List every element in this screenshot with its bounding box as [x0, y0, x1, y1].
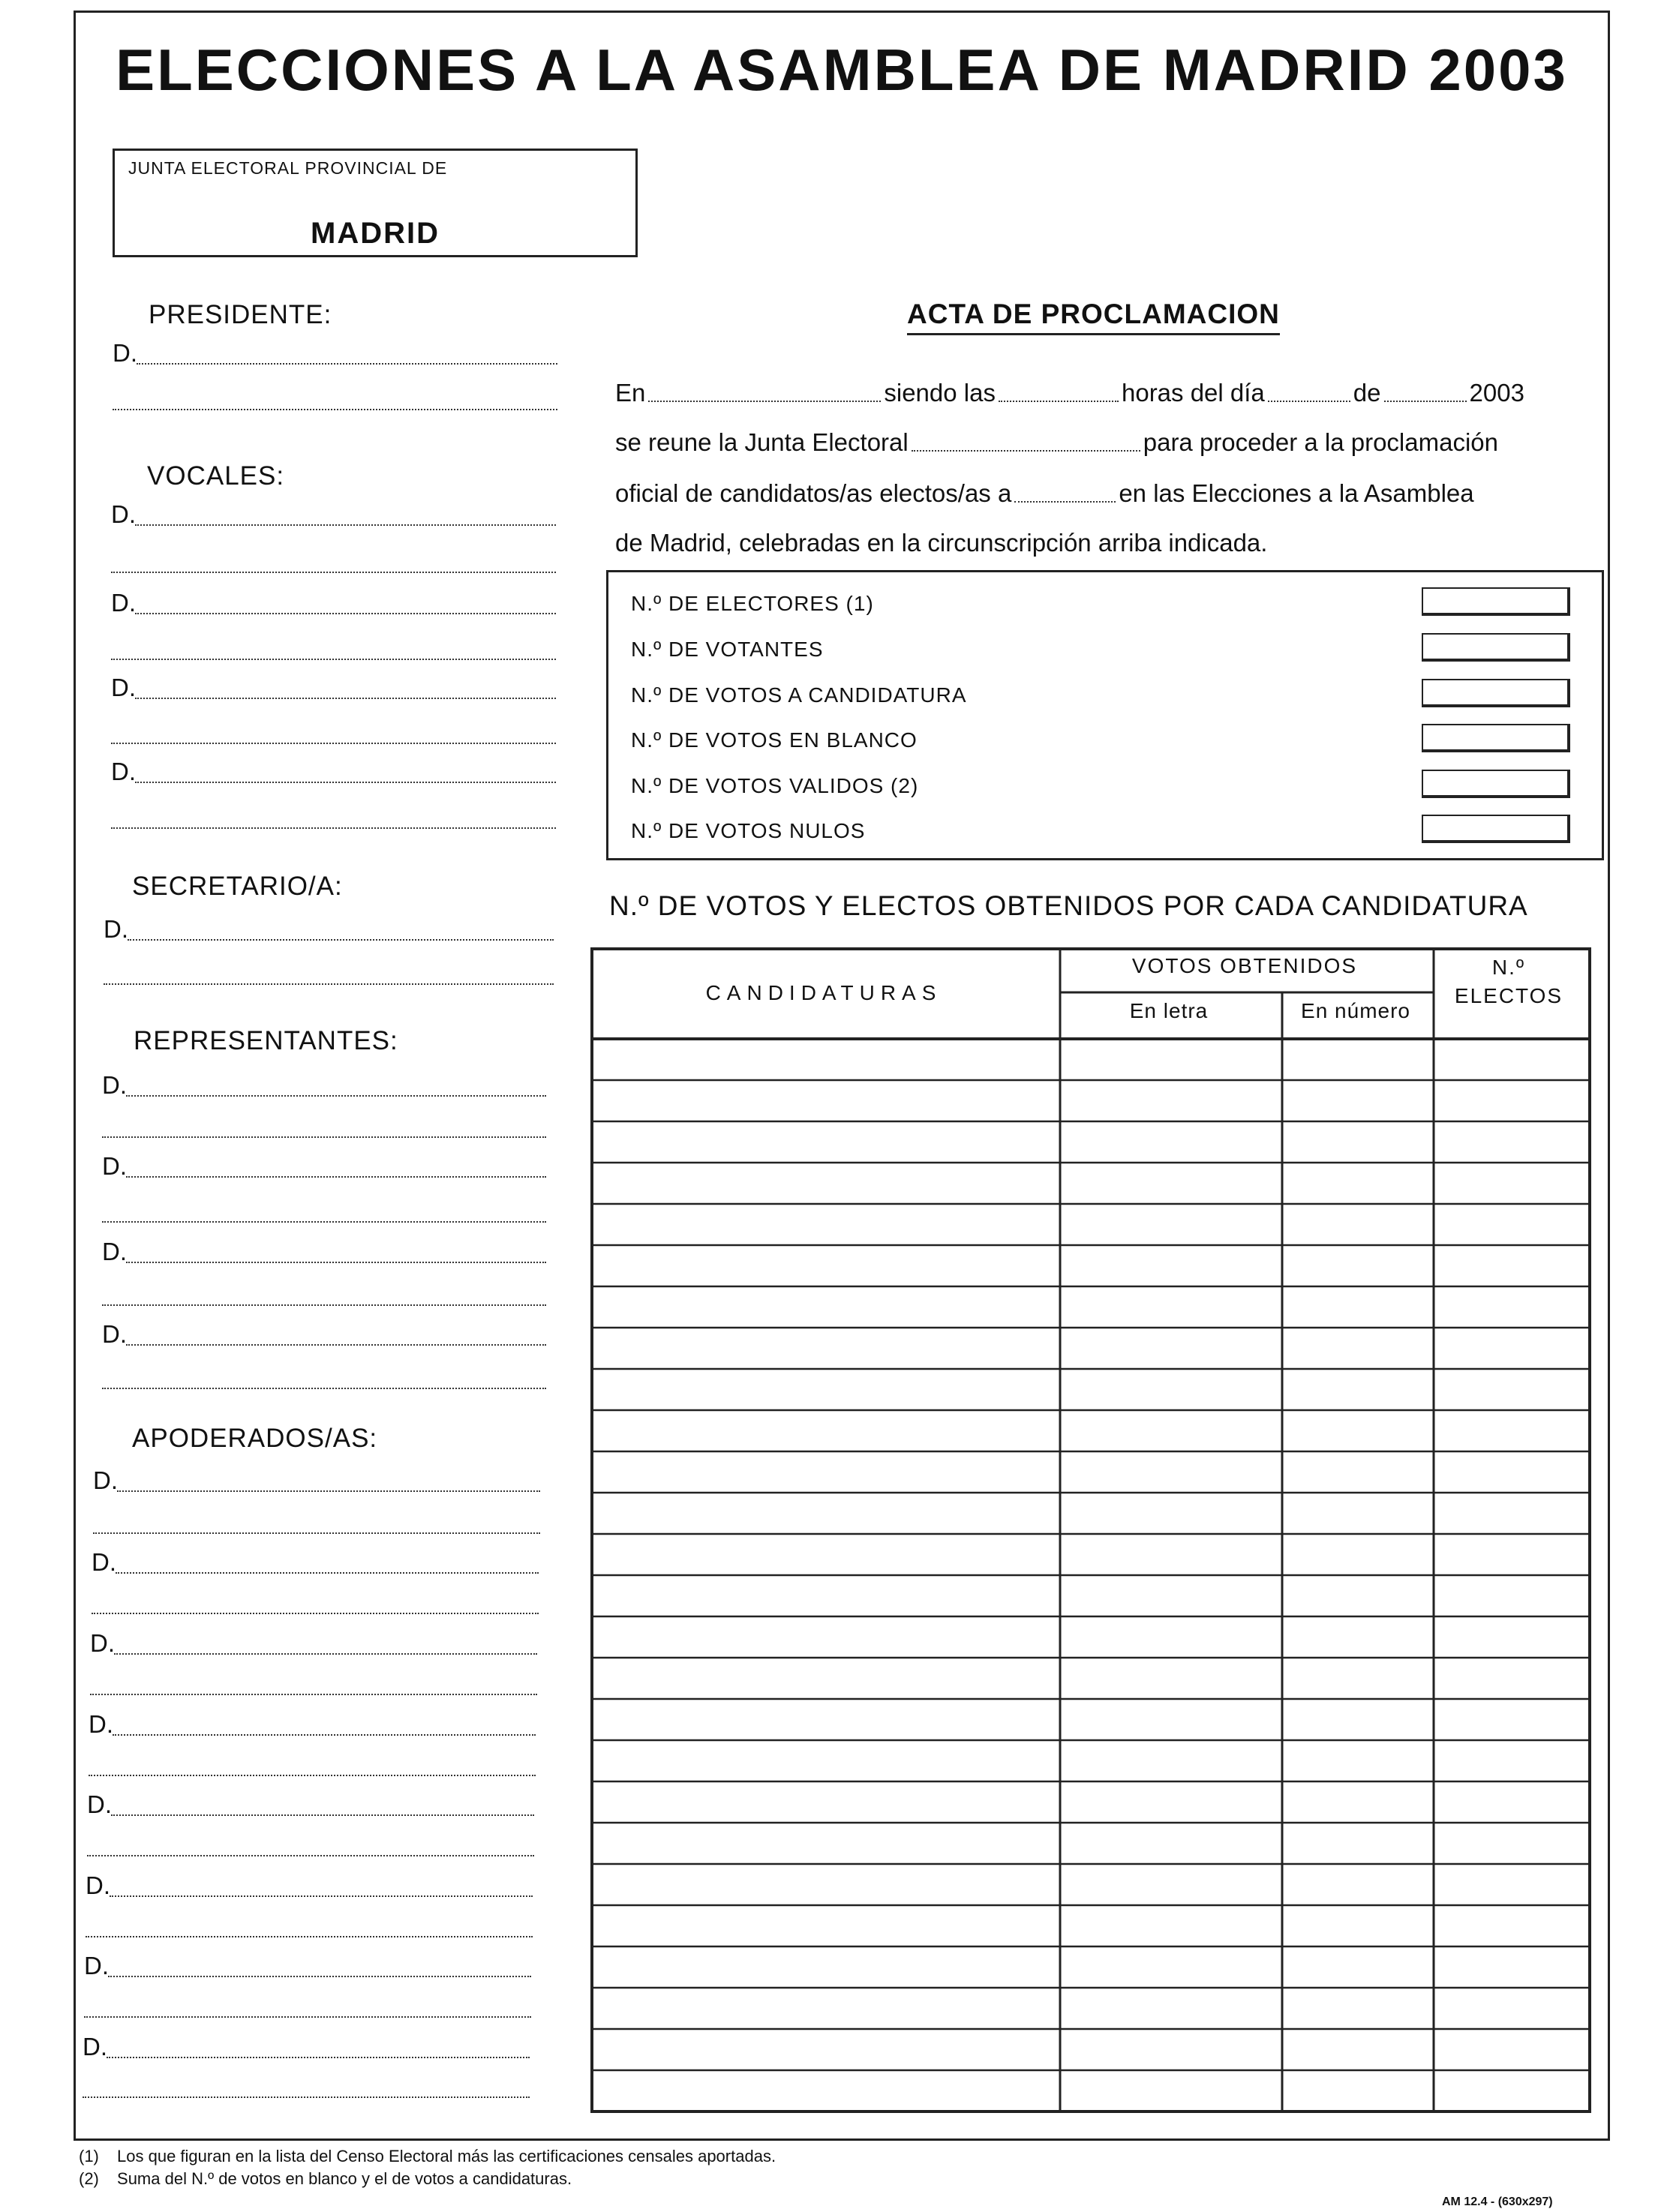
d-prefix: D.: [111, 758, 136, 785]
d-prefix: D.: [102, 1238, 127, 1265]
footnote-1-number: (1): [79, 2147, 99, 2165]
footnote-1-text: Los que figuran en la lista del Censo Electoral más las certificaciones censales aportadas.: [117, 2147, 776, 2165]
continuation-line[interactable]: [83, 2096, 530, 2098]
stat-label: N.º DE VOTOS VALIDOS (2): [631, 774, 919, 797]
d-prefix: D.: [111, 674, 136, 701]
votos-blanco-input[interactable]: [1422, 724, 1570, 752]
continuation-line[interactable]: [111, 572, 556, 573]
continuation-line[interactable]: [93, 1532, 540, 1534]
stat-row-votos-candidatura: [631, 679, 1579, 709]
junta-value: MADRID: [311, 217, 440, 250]
continuation-line[interactable]: [111, 827, 556, 829]
results-table-grid: [590, 947, 1592, 2114]
continuation-line[interactable]: [104, 983, 554, 985]
d-prefix: D.: [84, 1952, 109, 1979]
day-field[interactable]: [1268, 401, 1350, 402]
footnote-1: [79, 2147, 776, 2166]
d-prefix: D.: [90, 1629, 115, 1657]
continuation-line[interactable]: [102, 1136, 546, 1138]
acta-en: En: [615, 379, 646, 407]
continuation-line[interactable]: [113, 409, 557, 410]
stat-row-votantes: [631, 633, 1579, 663]
continuation-line[interactable]: [111, 659, 556, 660]
d-prefix: D.: [113, 339, 137, 367]
d-prefix: D.: [86, 1871, 110, 1899]
votantes-input[interactable]: [1422, 633, 1570, 662]
votos-candidatura-input[interactable]: [1422, 679, 1570, 707]
results-title: N.º DE VOTOS Y ELECTOS OBTENIDOS POR CADA CANDIDATURA: [609, 890, 1528, 921]
acta-line2-start: se reune la Junta Electoral: [615, 428, 909, 456]
col-en-letra: En letra: [1129, 999, 1209, 1022]
representante-name-line[interactable]: [102, 1071, 546, 1101]
acta-line-1: [615, 375, 1613, 411]
place-field[interactable]: [648, 401, 881, 402]
votos-nulos-input[interactable]: [1422, 815, 1570, 843]
d-prefix: D.: [83, 2033, 107, 2060]
continuation-line[interactable]: [90, 1694, 537, 1695]
continuation-line[interactable]: [102, 1304, 546, 1306]
d-prefix: D.: [102, 1320, 127, 1348]
acta-year: 2003: [1469, 379, 1524, 407]
vocal-name-line[interactable]: [111, 674, 556, 704]
stat-row-votos-validos: [631, 770, 1579, 800]
d-prefix: D.: [102, 1071, 127, 1099]
continuation-line[interactable]: [84, 2016, 531, 2018]
acta-line-3: [615, 476, 1613, 512]
presidente-name-line[interactable]: [113, 339, 557, 369]
vocal-name-line[interactable]: [111, 758, 556, 788]
footnote-2: [79, 2169, 572, 2189]
acta-de: de: [1353, 379, 1381, 407]
apoderado-name-line[interactable]: [83, 2033, 530, 2063]
footnote-2-number: (2): [79, 2169, 99, 2188]
heading-secretario: SECRETARIO/A:: [132, 872, 343, 901]
acta-horas: horas del día: [1121, 379, 1265, 407]
continuation-line[interactable]: [87, 1855, 534, 1856]
apoderado-name-line[interactable]: [84, 1952, 531, 1982]
junta-electoral-field[interactable]: [912, 450, 1140, 452]
footnote-2-text: Suma del N.º de votos en blanco y el de votos a candidaturas.: [117, 2169, 572, 2188]
electores-input[interactable]: [1422, 587, 1570, 616]
results-table: [590, 947, 1592, 2114]
apoderado-name-line[interactable]: [92, 1548, 539, 1578]
acta-line2-end: para proceder a la proclamación: [1143, 428, 1498, 456]
acta-title: ACTA DE PROCLAMACION: [907, 299, 1280, 335]
acta-line-2: [615, 425, 1613, 461]
d-prefix: D.: [93, 1466, 118, 1494]
acta-line-4: de Madrid, celebradas en la circunscripción arriba indicada.: [615, 529, 1268, 557]
d-prefix: D.: [104, 915, 128, 943]
d-prefix: D.: [89, 1710, 113, 1738]
col-votos-obtenidos: VOTOS OBTENIDOS: [1131, 954, 1358, 977]
representante-name-line[interactable]: [102, 1238, 546, 1268]
stat-label: N.º DE VOTOS A CANDIDATURA: [631, 683, 967, 707]
stat-label: N.º DE VOTOS NULOS: [631, 819, 866, 842]
continuation-line[interactable]: [102, 1388, 546, 1389]
continuation-line[interactable]: [89, 1775, 536, 1776]
acta-siendo: siendo las: [884, 379, 996, 407]
month-field[interactable]: [1384, 401, 1467, 402]
representante-name-line[interactable]: [102, 1152, 546, 1182]
secretario-name-line[interactable]: [104, 915, 554, 945]
hour-field[interactable]: [999, 401, 1119, 402]
acta-line3-end: en las Elecciones a la Asamblea: [1119, 479, 1474, 507]
votos-validos-input[interactable]: [1422, 770, 1570, 798]
page-title: ELECCIONES A LA ASAMBLEA DE MADRID 2003: [116, 37, 1568, 103]
d-prefix: D.: [102, 1152, 127, 1180]
col-en-numero: En número: [1301, 999, 1410, 1022]
col-electos-number: N.º: [1491, 956, 1526, 979]
apoderado-name-line[interactable]: [90, 1629, 537, 1659]
date-field[interactable]: [1014, 501, 1116, 503]
continuation-line[interactable]: [92, 1613, 539, 1614]
apoderado-name-line[interactable]: [93, 1466, 540, 1496]
heading-vocales: VOCALES:: [147, 461, 285, 491]
stat-row-votos-blanco: [631, 724, 1579, 754]
stat-label: N.º DE VOTANTES: [631, 638, 824, 661]
stat-row-votos-nulos: [631, 815, 1579, 845]
d-prefix: D.: [111, 589, 136, 617]
representante-name-line[interactable]: [102, 1320, 546, 1350]
heading-presidente: PRESIDENTE:: [149, 300, 332, 329]
table-outline: [592, 949, 1590, 2111]
acta-line3-start: oficial de candidatos/as electos/as a: [615, 479, 1012, 507]
apoderado-name-line[interactable]: [89, 1710, 536, 1740]
continuation-line[interactable]: [102, 1221, 546, 1223]
stat-label: N.º DE VOTOS EN BLANCO: [631, 728, 918, 752]
vocal-name-line[interactable]: [111, 500, 556, 530]
form-reference: AM 12.4 - (630x297): [1442, 2195, 1553, 2208]
continuation-line[interactable]: [86, 1936, 533, 1937]
col-candidaturas: CANDIDATURAS: [705, 981, 942, 1004]
junta-label: JUNTA ELECTORAL PROVINCIAL DE: [128, 158, 448, 178]
heading-apoderados: APODERADOS/AS:: [132, 1424, 378, 1453]
apoderado-name-line[interactable]: [86, 1871, 533, 1901]
junta-electoral-box: [113, 149, 638, 257]
stats-box: [606, 570, 1604, 860]
d-prefix: D.: [87, 1790, 112, 1818]
stat-row-electores: [631, 587, 1579, 617]
d-prefix: D.: [92, 1548, 116, 1576]
continuation-line[interactable]: [111, 743, 556, 744]
vocal-name-line[interactable]: [111, 589, 556, 619]
heading-representantes: REPRESENTANTES:: [134, 1026, 398, 1055]
col-electos: ELECTOS: [1454, 984, 1563, 1007]
d-prefix: D.: [111, 500, 136, 528]
stat-label: N.º DE ELECTORES (1): [631, 592, 874, 615]
apoderado-name-line[interactable]: [87, 1790, 534, 1820]
